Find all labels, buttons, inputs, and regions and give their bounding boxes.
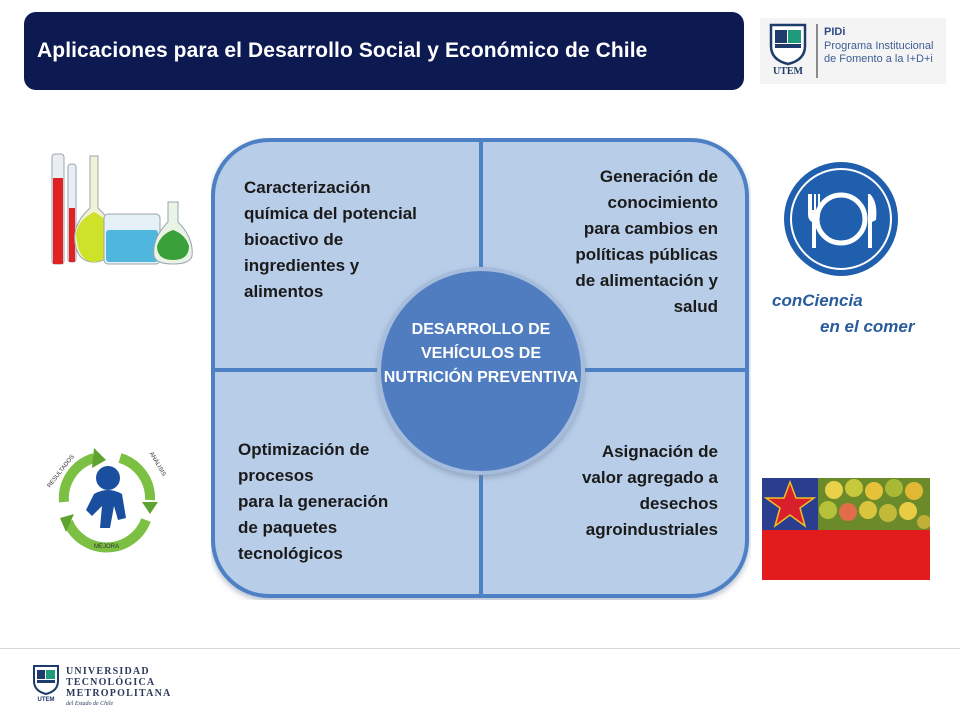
- pidi-short: PIDi: [824, 26, 846, 38]
- footer-line-2: TECNOLÓGICA: [66, 677, 156, 688]
- quadrant-line: Caracterización: [244, 178, 371, 197]
- quadrant-line: Generación de: [599, 167, 718, 186]
- slogan-line-1: conCiencia: [772, 291, 863, 310]
- footer-line-3: METROPOLITANA: [66, 688, 172, 699]
- quadrant-line: valor agregado a: [581, 468, 718, 487]
- footer-logo-label: UTEM: [37, 697, 55, 702]
- footer-line-4: del Estado de Chile: [66, 701, 114, 707]
- quadrant-line: tecnológicos: [238, 544, 343, 563]
- footer-university-name: [66, 666, 171, 710]
- quadrant-line: desechos: [639, 494, 718, 513]
- quadrant-line: de alimentación y: [575, 271, 718, 290]
- slogan-line-2: en el comer: [820, 317, 915, 336]
- quadrant-line: química del potencial: [244, 204, 417, 223]
- dining-plate-icon: [782, 160, 900, 278]
- cycle-label-improvement: MEJORA: [94, 544, 120, 550]
- quadrant-bottom-left: [238, 437, 388, 567]
- quadrant-line: conocimiento: [607, 193, 718, 212]
- center-label: DESARROLLO DE VEHÍCULOS DE NUTRICIÓN PREVENTIVA: [383, 321, 579, 386]
- quadrant-line: de paquetes: [238, 518, 338, 537]
- utem-crest-icon: [768, 22, 808, 66]
- quadrant-bottom-right: [582, 439, 718, 543]
- cycle-label-results: RESULTADOS: [46, 454, 76, 490]
- pidi-logo: [760, 18, 946, 84]
- cycle-label-analysis: ANÁLISIS: [147, 451, 167, 478]
- footer-utem-crest-icon: [32, 664, 60, 702]
- chile-flag-fruit-image: [762, 478, 930, 580]
- title-banner: [24, 12, 744, 90]
- quadrant-line: para la generación: [238, 492, 389, 511]
- quadrant-line: alimentos: [244, 282, 324, 301]
- quadrant-line: ingredientes y: [244, 256, 360, 275]
- quadrant-line: Optimización de: [238, 440, 370, 459]
- quadrant-line: políticas públicas: [575, 245, 718, 264]
- utem-logo-label: UTEM: [773, 66, 803, 77]
- page-title: Aplicaciones para el Desarrollo Social y Económico de Chile: [37, 39, 648, 62]
- footer-line-1: UNIVERSIDAD: [66, 666, 150, 677]
- quadrant-line: salud: [673, 297, 718, 316]
- quadrant-line: procesos: [238, 466, 314, 485]
- footer-divider: [0, 648, 960, 649]
- quadrant-line: bioactivo de: [244, 230, 344, 249]
- lab-glassware-image: [40, 150, 196, 272]
- logo-divider: [816, 24, 818, 78]
- slogan: [772, 288, 915, 340]
- improvement-cycle-image: [42, 440, 172, 560]
- quadrant-line: Asignación de: [601, 442, 718, 461]
- quadrant-line: agroindustriales: [585, 520, 718, 539]
- quadrant-top-right: [575, 164, 718, 320]
- pidi-name: Programa Institucional de Fomento a la I+D+i: [824, 40, 934, 65]
- quadrant-line: para cambios en: [583, 219, 718, 238]
- quadrant-top-left: [244, 175, 417, 305]
